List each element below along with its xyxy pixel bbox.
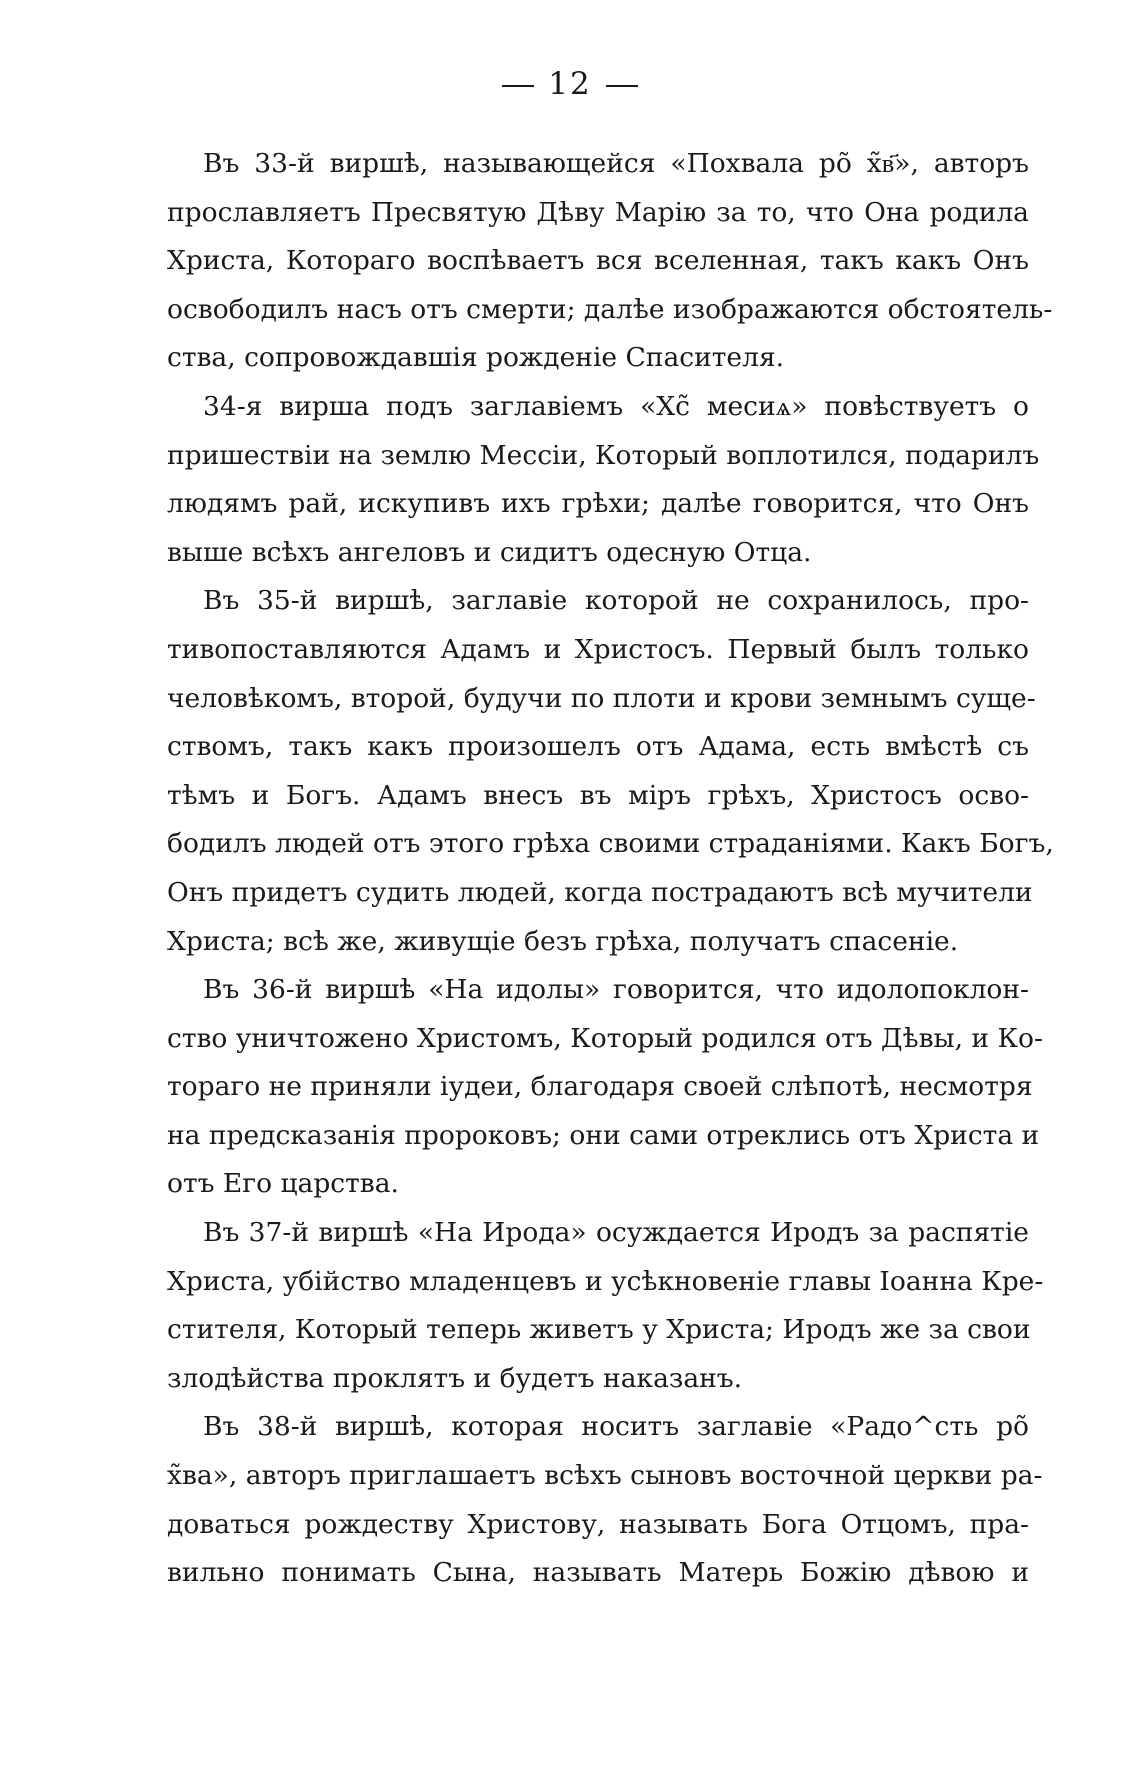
text-line: Христа; всѣ же, живущіе безъ грѣха, получатъ спасеніе. <box>167 925 959 957</box>
text-line: Христа, Котораго воспѣваетъ вся вселенная, такъ какъ Онъ <box>167 245 1029 277</box>
text-line: злодѣйства проклятъ и будетъ наказанъ. <box>167 1362 743 1394</box>
text-line: ства, сопровождавшія рожденіе Спасителя. <box>167 342 785 374</box>
text-line: пришествіи на землю Мессіи, Который воплотился, подарилъ <box>167 439 1040 471</box>
paragraph-verse-35 <box>167 577 1054 966</box>
text-line: отъ Его царства. <box>167 1168 399 1200</box>
text-line: освободилъ насъ отъ смерти; далѣе изображаются обстоятель- <box>167 293 1053 325</box>
paragraph-verse-37 <box>167 1209 1044 1403</box>
paragraph-verse-38 <box>167 1403 1043 1597</box>
text-line: людямъ рай, искупивъ ихъ грѣхи; далѣе говорится, что Онъ <box>167 488 1029 520</box>
text-line: человѣкомъ, второй, будучи по плоти и крови земнымъ суще- <box>167 682 1036 714</box>
text-line: прославляетъ Пресвятую Дѣву Марію за то, что Она родила <box>167 196 1029 228</box>
text-line: Въ 33-й виршѣ, называющейся «Похвала рõ х̃в҃», авторъ <box>203 148 1029 179</box>
text-line: вильно понимать Сына, называть Матерь Божію дѣвою и <box>167 1557 1029 1589</box>
text-line: бодилъ людей отъ этого грѣха своими страданіями. Какъ Богъ, <box>167 828 1054 860</box>
text-line: 34-я вирша подъ заглавіемъ «Хс̃ месиѧ» повѣствуетъ о <box>203 390 1029 422</box>
text-line: Христа, убійство младенцевъ и усѣкновеніе главы Іоанна Кре- <box>167 1265 1044 1297</box>
text-line: выше всѣхъ ангеловъ и сидитъ одесную Отца. <box>167 536 812 568</box>
left-dash-ornament <box>502 85 534 87</box>
page-number-text: 12 <box>548 66 592 102</box>
body-text <box>167 140 1054 1598</box>
text-line: стителя, Который теперь живетъ у Христа; Иродъ же за свои <box>167 1314 1031 1346</box>
text-line: тѣмъ и Богъ. Адамъ внесъ въ міръ грѣхъ, Христосъ осво- <box>167 779 1029 811</box>
text-line: на предсказанія пророковъ; они сами отреклись отъ Христа и <box>167 1119 1040 1151</box>
paragraph-verse-33 <box>167 140 1053 383</box>
text-line: доваться рождеству Христову, называть Бога Отцомъ, пра- <box>167 1508 1029 1540</box>
paragraph-verse-34 <box>167 383 1040 577</box>
text-line: Въ 36-й виршѣ «На идолы» говорится, что идолопоклон- <box>203 974 1029 1006</box>
text-line: ство уничтожено Христомъ, Который родился отъ Дѣвы, и Ко- <box>167 1022 1043 1054</box>
text-line: Въ 38-й виршѣ, которая носитъ заглавіе «Радо^сть рõ <box>203 1411 1029 1443</box>
text-line: тивопоставляются Адамъ и Христосъ. Первый былъ только <box>167 633 1029 665</box>
text-line: Въ 37-й виршѣ «На Ирода» осуждается Иродъ за распятіе <box>203 1217 1029 1249</box>
text-line: ствомъ, такъ какъ произошелъ отъ Адама, есть вмѣстѣ съ <box>167 731 1029 763</box>
right-dash-ornament <box>606 85 638 87</box>
text-line: Въ 35-й виршѣ, заглавіе которой не сохранилось, про- <box>203 585 1029 617</box>
text-line: Онъ придетъ судить людей, когда пострадаютъ всѣ мучители <box>167 876 1033 908</box>
paragraph-verse-36 <box>167 966 1043 1209</box>
text-line: х̃ва», авторъ приглашаетъ всѣхъ сыновъ восточной церкви ра- <box>167 1460 1043 1492</box>
text-line: тораго не приняли іудеи, благодаря своей слѣпотѣ, несмотря <box>167 1071 1033 1103</box>
page-number <box>0 66 1140 102</box>
